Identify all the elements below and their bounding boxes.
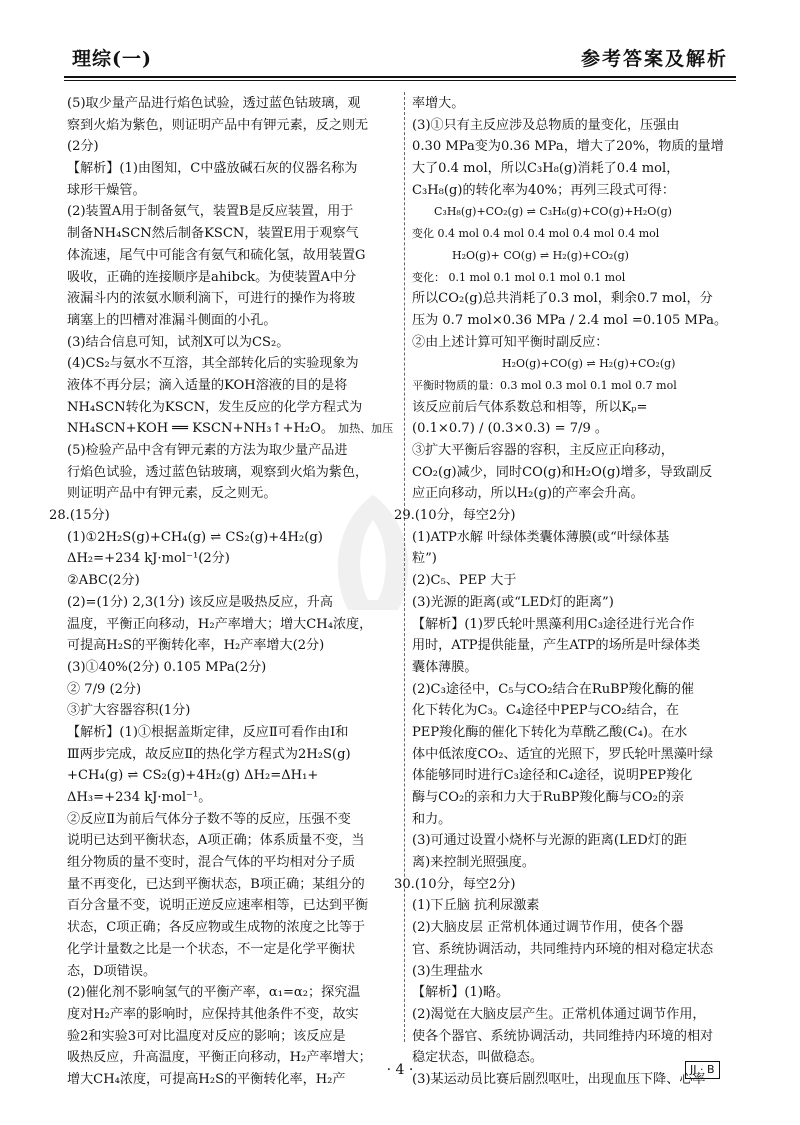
text-line: 百分含量不变，说明正逆反应速率相等，已达到平衡: [67, 898, 369, 914]
text-line: 所以CO₂(g)总共消耗了0.3 mol，剩余0.7 mol，分: [412, 291, 713, 307]
text-line: (1)下丘脑 抗利尿激素: [412, 898, 540, 914]
text-line: (3)可通过设置小烧杯与光源的距离(LED灯的距: [412, 833, 687, 849]
text-line: 液体不再分层；滴入适量的KOH溶液的目的是将: [67, 377, 348, 393]
question-heading: 30.(10分，每空2分): [394, 876, 516, 892]
text-line: Ⅲ两步完成，故反应Ⅱ的热化学方程式为2H₂S(g): [67, 746, 351, 762]
text-line: (3)①只有主反应涉及总物质的量变化，压强由: [412, 117, 680, 133]
text-line: 和力。: [412, 811, 452, 827]
text-line: (2)大脑皮层 正常机体通过调节作用，使各个器: [412, 920, 684, 936]
header-rule-thin: [64, 80, 736, 81]
text-line: 制备NH₄SCN然后制备KSCN，装置E用于观察气: [67, 226, 359, 242]
text-line: 【解析】(1)罗氏轮叶黑藻利用C₃途径进行光合作: [412, 616, 695, 632]
text-line: ΔH₂=+234 kJ·mol⁻¹(2分): [67, 551, 230, 567]
text-line: 球形干燥管。: [67, 182, 146, 198]
text-line: 察到火焰为紫色，则证明产品中有钾元素，反之则无: [67, 117, 369, 133]
equation-values-line: 变化 0.4 mol 0.4 mol 0.4 mol 0.4 mol 0.4 mol: [412, 227, 660, 241]
text-line: 化学计量数之比是一个状态，不一定是化学平衡状: [67, 941, 356, 957]
text-line: 则证明产品中有钾元素，反之则无。: [67, 486, 277, 502]
text-line: (2)C₃途径中，C₅与CO₂结合在RuBP羧化酶的催: [412, 681, 695, 697]
text-line: ②ABC(2分): [67, 573, 140, 589]
text-line: (1)ATP水解 叶绿体类囊体薄膜(或“叶绿体基: [412, 529, 670, 545]
text-line: (2)渴觉在大脑皮层产生。正常机体通过调节作用，: [412, 1006, 706, 1022]
equation-text: NH₄SCN+KOH ══ KSCN+NH₃↑+H₂O。: [67, 421, 334, 437]
text-line: (2)C₅、PEP 大于: [412, 573, 517, 589]
right-column: [394, 93, 740, 1091]
text-line: 态，D项错误。: [67, 963, 157, 979]
text-line: 液漏斗内的浓氨水顺利滴下，可进行的操作为将玻: [67, 291, 356, 307]
text-line: (3)①40%(2分) 0.105 MPa(2分): [67, 659, 267, 675]
text-line: (0.1×0.7) / (0.3×0.3) = 7/9 。: [412, 421, 609, 437]
equation-line: C₃H₈(g)+CO₂(g) ⇌ C₃H₆(g)+CO(g)+H₂O(g): [434, 205, 672, 219]
header-rule: [64, 76, 736, 78]
text-line: 使各个器官、系统协调活动，共同维持内环境的相对: [412, 1028, 714, 1044]
equation-values-line: 变化： 0.1 mol 0.1 mol 0.1 mol 0.1 mol: [412, 270, 626, 284]
text-line: 璃塞上的凹槽对准漏斗侧面的小孔。: [67, 312, 277, 328]
text-line: (3)生理盐水: [412, 963, 483, 979]
text-line: CO₂(g)减少，同时CO(g)和H₂O(g)增多，导致副反: [412, 464, 713, 480]
text-line: NH₄SCN转化为KSCN，发生反应的化学方程式为: [67, 399, 363, 415]
text-line: (3)结合信息可知，试剂X可以为CS₂。: [67, 334, 290, 350]
text-line: 行焰色试验，透过蓝色钴玻璃，观察到火焰为紫色，: [67, 464, 369, 480]
equation-line: [67, 418, 395, 440]
text-line: 【解析】(1)略。: [412, 985, 510, 1001]
text-line: (2)=(1分) 2,3(1分) 该反应是吸热反应，升高: [67, 594, 333, 610]
equation-values-line: 平衡时物质的量：0.3 mol 0.3 mol 0.1 mol 0.7 mol: [412, 378, 677, 392]
text-line: 验2和实验3可对比温度对反应的影响；该反应是: [67, 1028, 346, 1044]
arrow-condition-label: 加热、加压: [338, 422, 394, 436]
text-line: (5)取少量产品进行焰色试验，透过蓝色钴玻璃，观: [67, 96, 361, 111]
left-column: [49, 93, 395, 1091]
text-line: 吸收，正确的连接顺序是ahibck。为使装置A中分: [67, 269, 357, 285]
text-line: C₃H₈(g)的转化率为40%；再列三段式可得：: [412, 182, 675, 198]
text-line: 【解析】(1)①根据盖斯定律，反应Ⅱ可看作由Ⅰ和: [67, 724, 349, 740]
text-line: 囊体薄膜。: [412, 659, 478, 675]
text-line: 体能够同时进行C₃途径和C₄途径，说明PEP羧化: [412, 768, 693, 784]
text-line: (5)检验产品中含有钾元素的方法为取少量产品进: [67, 443, 348, 458]
equation-line: H₂O(g)+ CO(g) ⇌ H₂(g)+CO₂(g): [452, 248, 629, 262]
edition-badge: JJ · B: [685, 1061, 720, 1079]
text-line: 稳定状态，叫做稳态。: [412, 1050, 543, 1066]
text-line: 用时，ATP提供能量，产生ATP的场所是叶绿体类: [412, 638, 701, 654]
text-line: 量不再变化，已达到平衡状态，B项正确；某组分的: [67, 876, 365, 892]
text-line: 离)来控制光照强度。: [412, 855, 535, 871]
text-line: 【解析】(1)由图知，C中盛放碱石灰的仪器名称为: [67, 161, 358, 177]
equation-line: H₂O(g)+CO(g) ⇌ H₂(g)+CO₂(g): [502, 357, 676, 371]
text-line: 率增大。: [412, 96, 465, 111]
page-number: · 4 ·: [386, 1062, 414, 1078]
question-heading: 28.(15分): [49, 508, 110, 524]
text-line: 吸热反应，升高温度，平衡正向移动，H₂产率增大；: [67, 1050, 372, 1066]
text-line: (3)光源的距离(或“LED灯的距离”): [412, 594, 614, 610]
text-line: PEP羧化酶的催化下转化为草酰乙酸(C₄)。在水: [412, 724, 688, 740]
header-title-left: 理综(一): [72, 48, 152, 70]
text-line: (2)装置A用于制备氨气，装置B是反应装置，用于: [67, 204, 354, 220]
text-line: ③扩大容器容积(1分): [67, 703, 191, 719]
header-title-right: 参考答案及解析: [580, 48, 728, 70]
text-line: 体流速，尾气中可能含有氨气和硫化氢，故用装置G: [67, 247, 366, 263]
text-line: 该反应前后气体系数总和相等，所以Kₚ=: [412, 399, 648, 415]
text-line: 体中低浓度CO₂、适宜的光照下，罗氏轮叶黑藻叶绿: [412, 746, 713, 762]
text-line: ③扩大平衡后容器的容积，主反应正向移动，: [412, 443, 674, 458]
text-line: 压为 0.7 mol×0.36 MPa / 2.4 mol =0.105 MPa。: [412, 312, 728, 328]
text-line: 应正向移动，所以H₂(g)的产率会升高。: [412, 486, 644, 502]
text-line: (4)CS₂与氨水不互溶，其全部转化后的实验现象为: [67, 356, 359, 372]
text-line: 可提高H₂S的平衡转化率，H₂产率增大(2分): [67, 638, 325, 654]
text-line: 官、系统协调活动，共同维持内环境的相对稳定状态: [412, 941, 714, 957]
text-line: (2分): [67, 139, 99, 155]
text-line: 度对H₂产率的影响时，应保持其他条件不变，故实: [67, 1006, 359, 1022]
text-line: (3)某运动员比赛后剧烈呕吐，出现血压下降、心率: [412, 1071, 706, 1087]
text-line: 状态，C项正确；各反应物或生成物的浓度之比等于: [67, 920, 366, 936]
text-line: ΔH₃=+234 kJ·mol⁻¹。: [67, 790, 212, 805]
text-line: ② 7/9 (2分): [67, 681, 142, 697]
text-line: 化下转化为C₃。C₄途径中PEP与CO₂结合，在: [412, 703, 680, 719]
column-divider: [404, 92, 405, 1042]
text-line: 组分物质的量不变时，混合气体的平均相对分子质: [67, 855, 356, 871]
text-line: 说明已达到平衡状态，A项正确；体系质量不变，当: [67, 833, 365, 849]
text-line: 酶与CO₂的亲和力大于RuBP羧化酶与CO₂的亲: [412, 790, 685, 805]
text-line: 粒”): [412, 551, 437, 567]
question-heading: 29.(10分，每空2分): [394, 508, 516, 524]
text-line: ②由上述计算可知平衡时副反应：: [412, 334, 609, 350]
text-line: 0.30 MPa变为0.36 MPa，增大了20%，物质的量增: [412, 139, 724, 155]
text-line: 增大CH₄浓度，可提高H₂S的平衡转化率，H₂产: [67, 1071, 346, 1087]
text-line: ②反应Ⅱ为前后气体分子数不等的反应，压强不变: [67, 811, 351, 827]
text-line: 温度，平衡正向移动，H₂产率增大；增大CH₄浓度，: [67, 616, 373, 632]
text-line: (1)①2H₂S(g)+CH₄(g) ⇌ CS₂(g)+4H₂(g): [67, 529, 323, 545]
text-line: 大了0.4 mol，所以C₃H₈(g)消耗了0.4 mol，: [412, 161, 680, 177]
text-line: (2)催化剂不影响氢气的平衡产率，α₁=α₂；探究温: [67, 985, 361, 1001]
text-line: +CH₄(g) ⇌ CS₂(g)+4H₂(g) ΔH₂=ΔH₁+: [67, 768, 319, 784]
